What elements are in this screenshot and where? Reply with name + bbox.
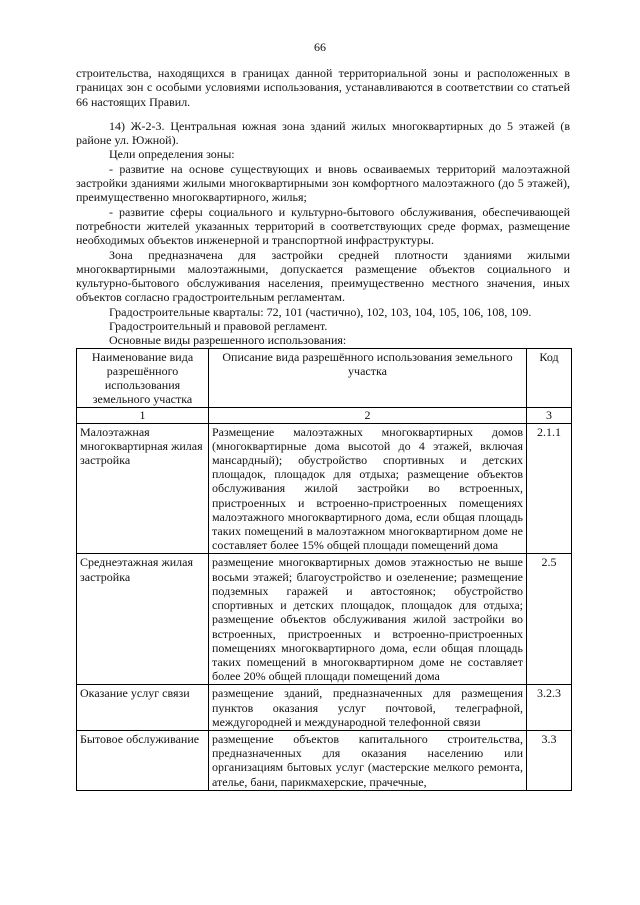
use-description: размещение объектов капитального строительства, предназначенных для оказания населению или организациям бытовых услуг (мастерские мелкого ремонта, ателье, бани, парикмахерские, прачечные, xyxy=(209,730,527,790)
header-description: Описание вида разрешённого использования земельного участка xyxy=(209,348,527,408)
use-code: 3.3 xyxy=(527,730,572,790)
use-description: размещение многоквартирных домов этажностью не выше восьми этажей; благоустройство и озеленение; размещение подземных гаражей и автостоянок; обустройство спортивных и детских площадок, площадок для отдыха; размещение объектов обслуживания жилой застройки во встроенных, пристроенных и встроенно-пристроенных помещениях многоквартирного дома, если общая площадь таких помещений в многоквартирном доме не составляет более 20% общей площади помещений дома xyxy=(209,554,527,685)
paragraph-continuation: строительства, находящихся в границах данной территориальной зоны и расположенных в границах зон с особыми условиями использования, устанавливаются в соответствии со статьей 66 настоящих Правил. xyxy=(76,66,570,109)
use-code: 2.1.1 xyxy=(527,423,572,554)
zone-goal-1: - развитие на основе существующих и вновь осваиваемых территорий малоэтажной застройки зданиями жилыми многоквартирными зон комфортного малоэтажного (до 5 этажей), преимущественно многоквартирного, жилья; xyxy=(76,161,570,205)
document-body xyxy=(76,66,570,791)
use-name: Оказание услуг связи xyxy=(77,685,209,731)
page-number: 66 xyxy=(314,40,326,54)
column-number-row xyxy=(77,408,572,423)
table-row xyxy=(77,685,572,731)
permitted-use-table xyxy=(76,348,572,791)
header-name: Наименование вида разрешённого использования земельного участка xyxy=(77,348,209,408)
table-row xyxy=(77,554,572,685)
column-number: 2 xyxy=(209,408,527,423)
column-number: 3 xyxy=(527,408,572,423)
use-name: Малоэтажная многоквартирная жилая застройка xyxy=(77,423,209,554)
header-code: Код xyxy=(527,348,572,408)
use-name: Бытовое обслуживание xyxy=(77,730,209,790)
use-name: Среднеэтажная жилая застройка xyxy=(77,554,209,685)
use-code: 3.2.3 xyxy=(527,685,572,731)
table-caption: Основные виды разрешенного использования: xyxy=(109,333,347,348)
table-header-row xyxy=(77,348,572,408)
use-description: Размещение малоэтажных многоквартирных домов (многоквартирные дома высотой до 4 этажей, включая мансардный); обустройство спортивных и детских площадок, площадок для отдыха; размещение объектов обслуживания жилой застройки во встроенных, пристроенных и встроенно-пристроенных помещениях малоэтажного многоквартирного дома, если общая площадь таких помещений в малоэтажном многоквартирном доме не составляет более 15% общей площади помещений дома xyxy=(209,423,527,554)
zone-goals-label: Цели определения зоны: xyxy=(109,147,235,162)
zone-heading: 14) Ж-2-3. Центральная южная зона зданий жилых многоквартирных до 5 этажей (в районе ул. Южной). xyxy=(76,118,570,148)
table-row xyxy=(77,730,572,790)
zone-goal-2: - развитие сферы социального и культурно-бытового обслуживания, обеспечивающей потребности жителей указанных территорий в соответствующих среде формах, размещение необходимых объектов инженерной и транспортной инфраструктуры. xyxy=(76,204,570,248)
use-code: 2.5 xyxy=(527,554,572,685)
use-description: размещение зданий, предназначенных для размещения пунктов оказания услуг почтовой, телеграфной, междугородней и международной телефонной связи xyxy=(209,685,527,731)
regulation-heading: Градостроительный и правовой регламент. xyxy=(109,319,328,334)
table-row xyxy=(77,423,572,554)
urban-blocks: Градостроительные кварталы: 72, 101 (частично), 102, 103, 104, 105, 106, 108, 109. xyxy=(109,304,532,319)
column-number: 1 xyxy=(77,408,209,423)
zone-purpose: Зона предназначена для застройки средней плотности зданиями жилыми многоквартирными малоэтажными, допускается размещение объектов социального и культурно-бытового обслуживания населения, преимущественно местного значения, иных объектов согласно градостроительным регламентам. xyxy=(76,247,570,305)
